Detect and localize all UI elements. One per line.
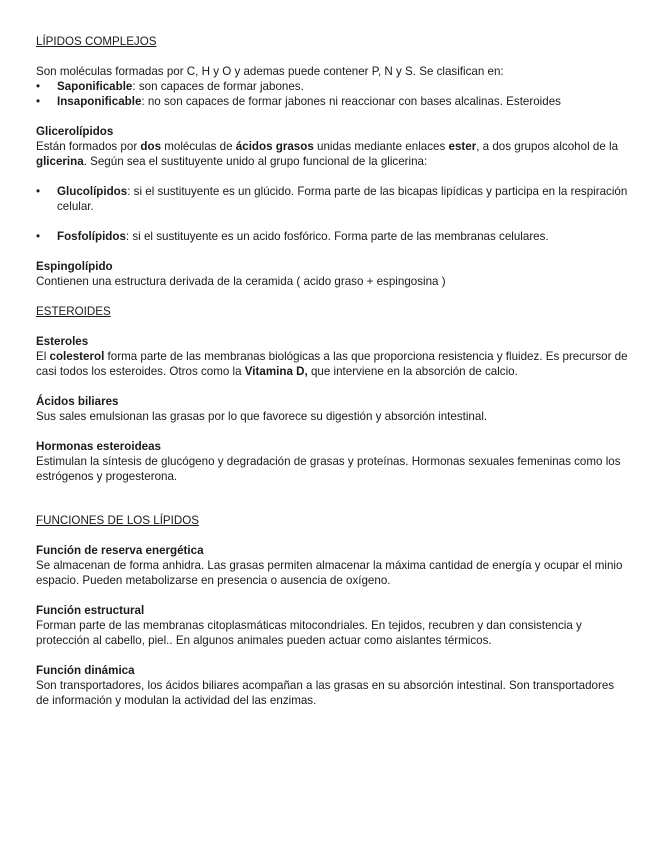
subtitle-funcion-reserva: Función de reserva energética bbox=[36, 544, 204, 557]
section-title-lipidos-complejos: LÍPIDOS COMPLEJOS bbox=[36, 35, 157, 48]
term-insaponificable: Insaponificable bbox=[57, 95, 142, 108]
list-item-fosfolipidos bbox=[36, 229, 630, 244]
list-item-insaponificable bbox=[36, 94, 630, 109]
funcion-estructural-text: Forman parte de las membranas citoplasmáticas mitocondriales. En tejidos, recubren y dan consistencia y protección al cabello, piel.. En algunos animales pueden actuar como aislantes térmicos. bbox=[36, 619, 582, 647]
section-title-funciones: FUNCIONES DE LOS LÍPIDOS bbox=[36, 514, 199, 527]
section-title-esteroides: ESTEROIDES bbox=[36, 305, 111, 318]
bullet-icon: • bbox=[36, 80, 41, 93]
funcion-dinamica-text: Son transportadores, los ácidos biliares acompañan a las grasas en su absorción intestinal. Son transportadores de información y modulan la actividad del las enzimas. bbox=[36, 679, 615, 707]
subtitle-esteroles: Esteroles bbox=[36, 335, 89, 348]
subtitle-glicerolipidos: Glicerolípidos bbox=[36, 125, 114, 138]
esteroles-paragraph: El colesterol forma parte de las membranas biológicas a las que proporciona resistencia y fluidez. Es precursor de casi todos los esteroides. Otros como la Vitamina D, que interviene en la absorción de calcio. bbox=[36, 350, 628, 378]
acidos-biliares-text: Sus sales emulsionan las grasas por lo que favorece su digestión y absorción intestinal. bbox=[36, 410, 488, 423]
hormonas-text: Estimulan la síntesis de glucógeno y degradación de grasas y proteínas. Hormonas sexuales femeninas como los estrógenos y progesterona. bbox=[36, 455, 621, 483]
term-saponificable: Saponificable bbox=[57, 80, 133, 93]
subtitle-funcion-estructural: Función estructural bbox=[36, 604, 145, 617]
list-item-saponificable bbox=[36, 79, 630, 94]
lipidos-complejos-intro: Son moléculas formadas por C, H y O y ademas puede contener P, N y S. Se clasifican en: bbox=[36, 65, 504, 78]
subtitle-acidos-biliares: Ácidos biliares bbox=[36, 395, 119, 408]
subtitle-funcion-dinamica: Función dinámica bbox=[36, 664, 135, 677]
text-glucolipidos: : si el sustituyente es un glúcido. Forma parte de las bicapas lipídicas y participa en la respiración celular. bbox=[57, 185, 628, 213]
list-item-glucolipidos bbox=[36, 184, 630, 214]
glicerolipidos-list bbox=[36, 184, 630, 214]
text-insaponificable: : no son capaces de formar jabones ni reaccionar con bases alcalinas. Esteroides bbox=[141, 95, 561, 108]
clasificacion-list bbox=[36, 79, 630, 109]
text-fosfolipidos: : si el sustituyente es un acido fosfórico. Forma parte de las membranas celulares. bbox=[125, 230, 549, 243]
bullet-icon: • bbox=[36, 230, 41, 243]
espingolipido-text: Contienen una estructura derivada de la ceramida ( acido graso + espingosina ) bbox=[36, 275, 446, 288]
term-fosfolipidos: Fosfolípidos bbox=[57, 230, 126, 243]
glicerolipidos-list-2 bbox=[36, 229, 630, 244]
subtitle-espingolipido: Espingolípido bbox=[36, 260, 113, 273]
glicerolipidos-paragraph: Están formados por dos moléculas de ácidos grasos unidas mediante enlaces ester, a dos grupos alcohol de la glicerina. Según sea el sustituyente unido al grupo funcional de la glicerina: bbox=[36, 140, 619, 168]
text-saponificable: : son capaces de formar jabones. bbox=[132, 80, 304, 93]
document-page bbox=[36, 34, 630, 708]
subtitle-hormonas-esteroideas: Hormonas esteroideas bbox=[36, 440, 162, 453]
term-glucolipidos: Glucolípidos bbox=[57, 185, 128, 198]
funcion-reserva-text: Se almacenan de forma anhidra. Las grasas permiten almacenar la máxima cantidad de energía y ocupar el minio espacio. Pueden metabolizarse en presencia o ausencia de oxígeno. bbox=[36, 559, 623, 587]
bullet-icon: • bbox=[36, 185, 41, 198]
bullet-icon: • bbox=[36, 95, 41, 108]
